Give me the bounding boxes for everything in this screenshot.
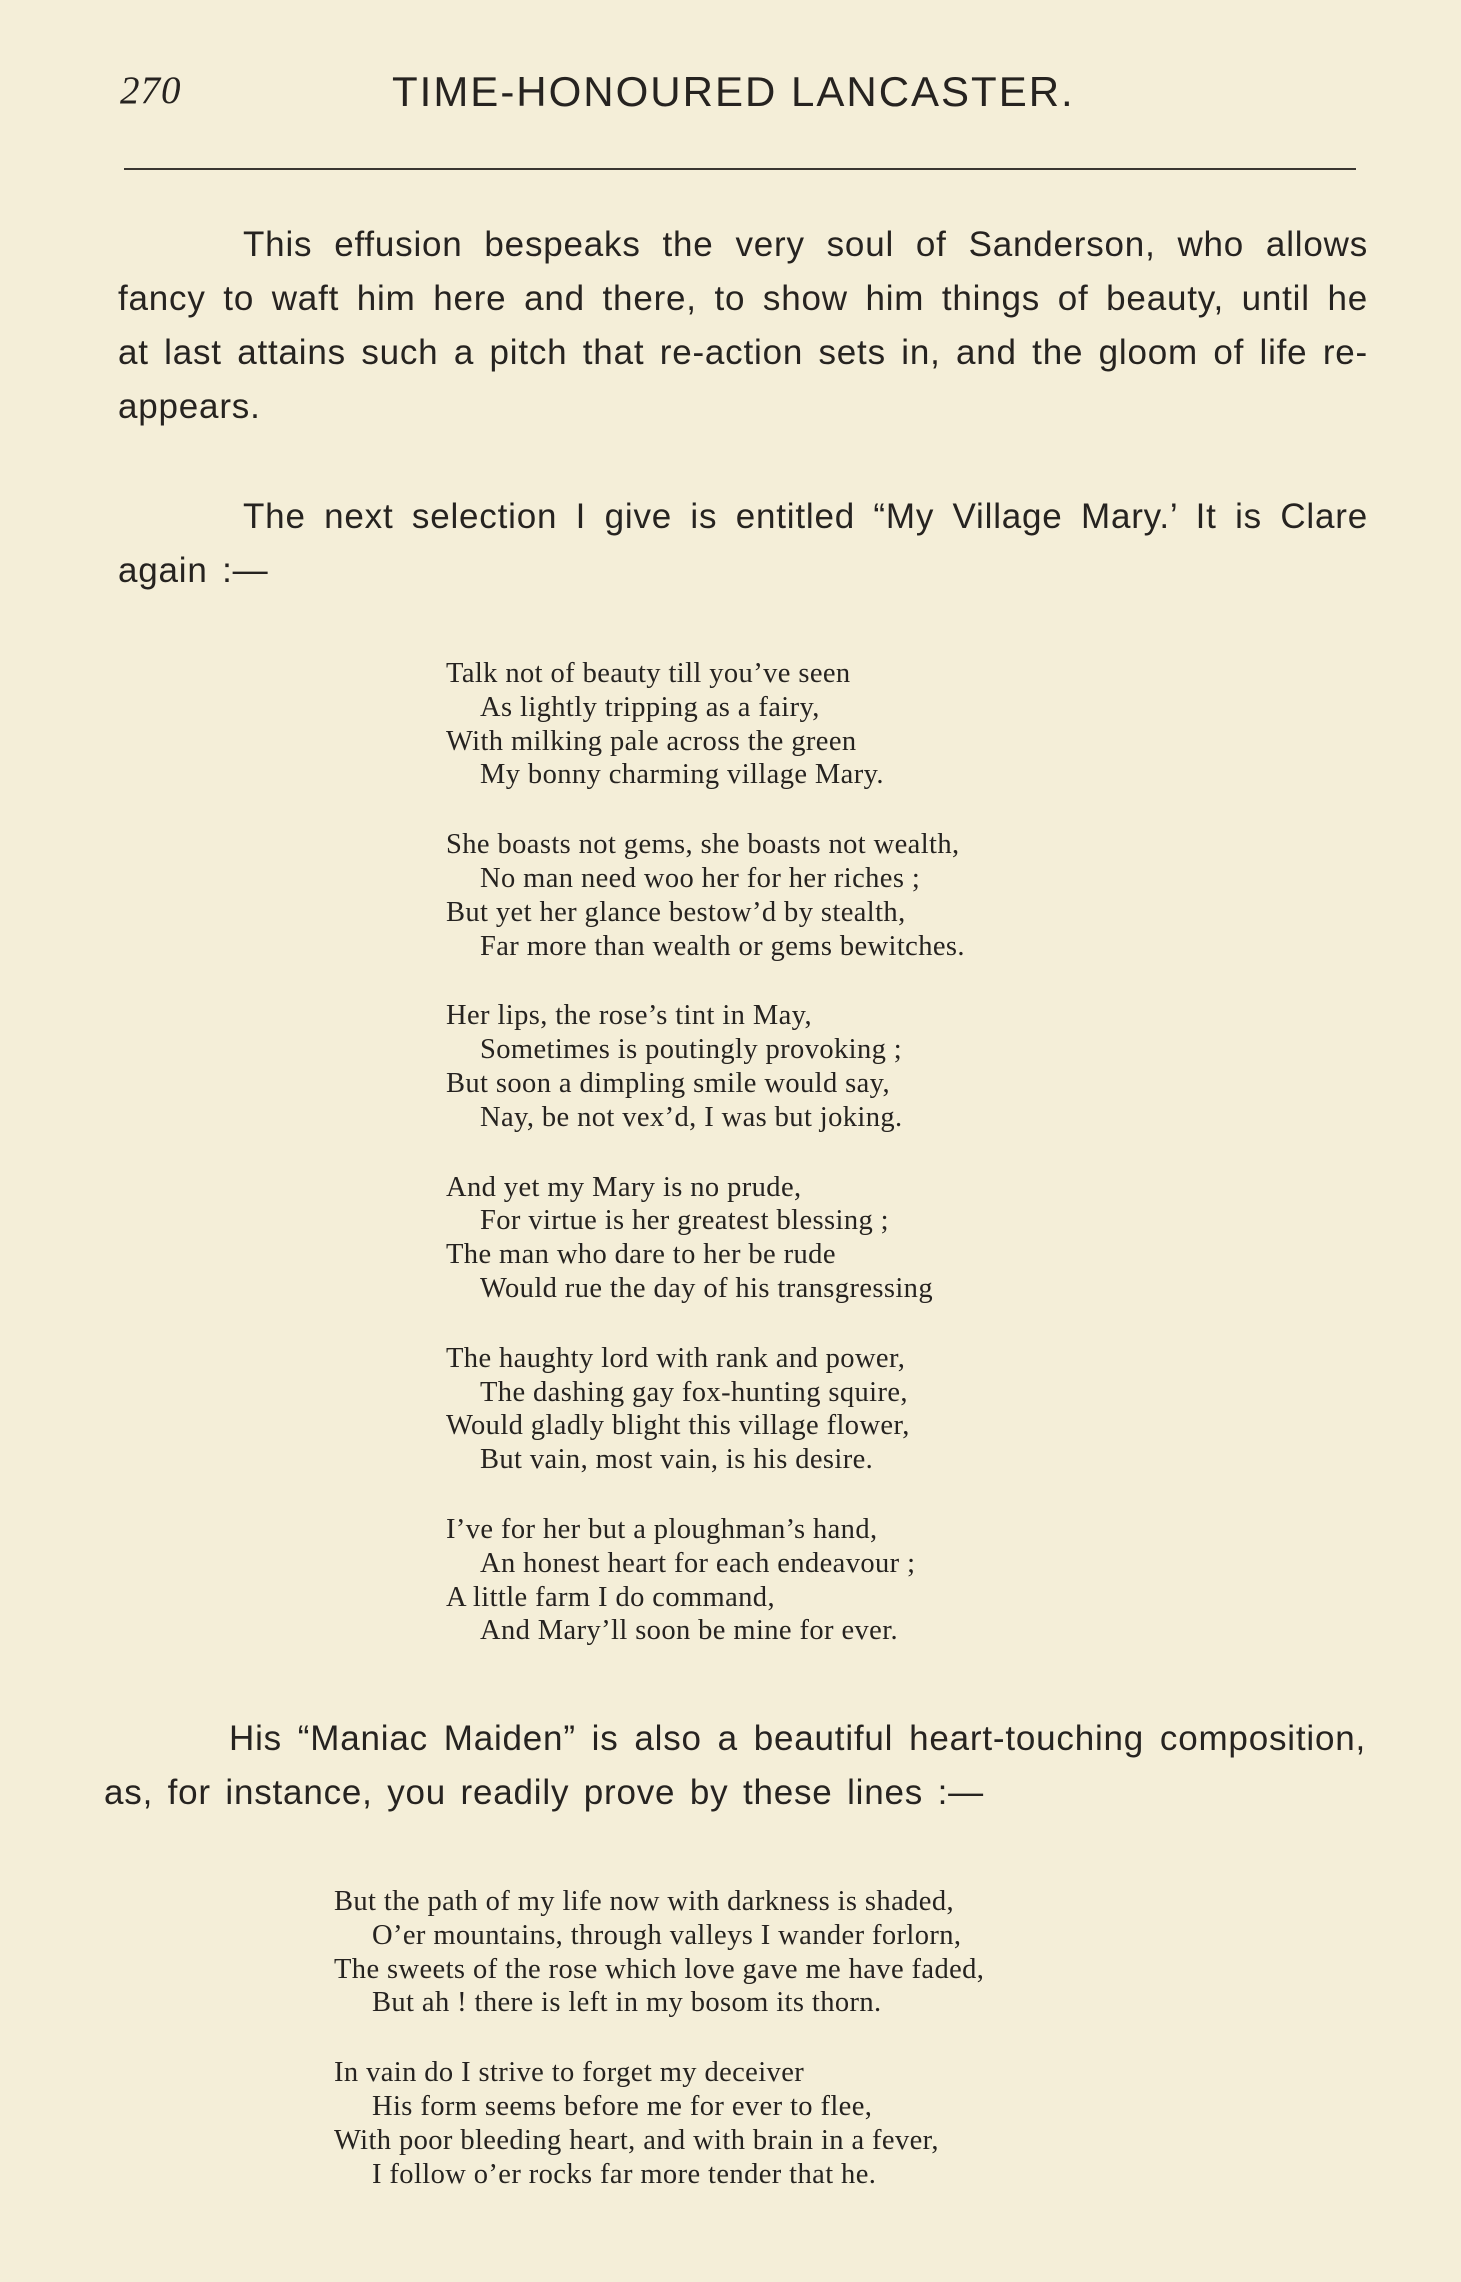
- stanza: [446, 828, 965, 963]
- poem-line: She boasts not gems, she boasts not wealth,: [446, 829, 960, 861]
- poem-line: With milking pale across the green: [446, 725, 857, 757]
- poem-line: With poor bleeding heart, and with brain in a fever,: [334, 2124, 939, 2156]
- poem-line: Would rue the day of his transgressing: [480, 1272, 933, 1304]
- poem-line: His form seems before me for ever to flee,: [372, 2090, 873, 2122]
- page-number: 270: [120, 69, 182, 112]
- poem-line: Would gladly blight this village flower,: [446, 1410, 910, 1442]
- poem-line: But ah ! there is left in my bosom its thorn.: [372, 1987, 882, 2019]
- poem-line: But the path of my life now with darkness is shaded,: [334, 1886, 954, 1917]
- stanza: [446, 1513, 965, 1648]
- paragraph-sanderson: This effusion bespeaks the very soul of Sanderson, who allows fancy to waft him here and there, to show him things of beauty, until he at last attains such a pitch that re-action sets in, and the gloom of life re-appears.: [118, 225, 1368, 426]
- stanza: [446, 999, 965, 1134]
- poem-line: For virtue is her greatest blessing ;: [480, 1205, 889, 1237]
- poem-line: The man who dare to her be rude: [446, 1239, 836, 1271]
- poem-line: Her lips, the rose’s tint in May,: [446, 1000, 812, 1032]
- poem-line: Sometimes is poutingly provoking ;: [480, 1034, 903, 1066]
- paragraph-village-mary-intro: The next selection I give is entitled “My Village Mary.’ It is Clare again :—: [118, 497, 1368, 590]
- stanza: [334, 2056, 984, 2191]
- poem-line: As lightly tripping as a fairy,: [480, 691, 820, 723]
- poem-line: But vain, most vain, is his desire.: [480, 1444, 874, 1476]
- page-header: [120, 68, 1360, 118]
- poem-line: The dashing gay fox-hunting squire,: [480, 1376, 908, 1408]
- poem-line: But yet her glance bestow’d by stealth,: [446, 896, 906, 928]
- poem-line: A little farm I do command,: [446, 1581, 775, 1613]
- poem-line: The sweets of the rose which love gave me have faded,: [334, 1953, 985, 1985]
- poem-line: I’ve for her but a ploughman’s hand,: [446, 1513, 878, 1545]
- poem-village-mary: [446, 657, 965, 1684]
- poem-line: Far more than wealth or gems bewitches.: [480, 930, 965, 962]
- stanza: [446, 1342, 965, 1477]
- poem-line: Nay, be not vex’d, I was but joking.: [480, 1101, 903, 1133]
- poem-line: And yet my Mary is no prude,: [446, 1171, 802, 1203]
- poem-line: O’er mountains, through valleys I wander forlorn,: [372, 1919, 962, 1951]
- paragraph-maniac-maiden-intro: His “Maniac Maiden” is also a beautiful heart-touching composition, as, for instance, you readily prove by these lines :—: [104, 1719, 1366, 1812]
- poem-line: My bonny charming village Mary.: [480, 759, 884, 791]
- poem-maniac-maiden: [334, 1885, 984, 2227]
- poem-line: And Mary’ll soon be mine for ever.: [480, 1615, 899, 1647]
- poem-line: I follow o’er rocks far more tender that he.: [372, 2158, 877, 2190]
- poem-line: No man need woo her for her riches ;: [480, 862, 921, 894]
- running-head: TIME-HONOURED LANCASTER.: [392, 68, 1075, 115]
- poem-line: In vain do I strive to forget my deceiver: [334, 2057, 805, 2089]
- poem-line: But soon a dimpling smile would say,: [446, 1067, 891, 1099]
- header-rule: [124, 168, 1356, 170]
- poem-line: An honest heart for each endeavour ;: [480, 1547, 916, 1579]
- stanza: [446, 1171, 965, 1306]
- stanza: [446, 657, 965, 792]
- poem-line: The haughty lord with rank and power,: [446, 1342, 906, 1374]
- stanza: [334, 1885, 984, 2020]
- poem-line: Talk not of beauty till you’ve seen: [446, 658, 851, 689]
